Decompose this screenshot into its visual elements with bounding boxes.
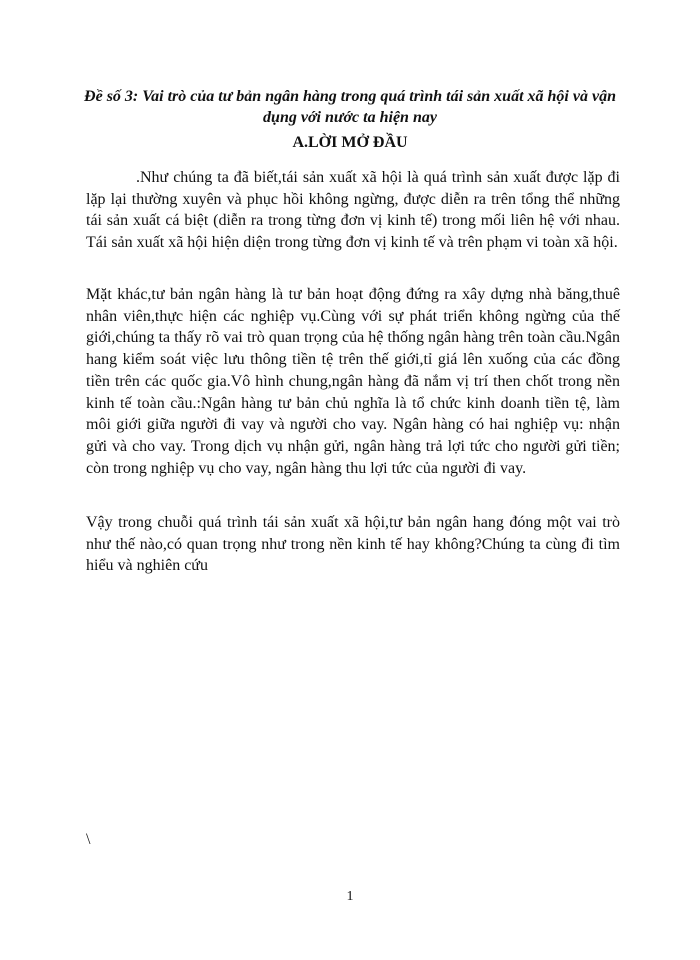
paragraph-intro: .Như chúng ta đã biết,tái sản xuất xã hội là quá trình sản xuất được lặp đi lặp lại thường xuyên và phục hồi không ngừng, được diễn ra trên tổng thể những tái sản xuất cá biệt (diễn ra trong từng đơn vị kinh tế) trong mối liên hệ với nhau. Tái sản xuất xã hội hiện diện trong từng đơn vị kinh tế và trên phạm vi toàn xã hội.: [86, 169, 620, 252]
document-title: Đề số 3: Vai trò của tư bản ngân hàng trong quá trình tái sản xuất xã hội và vận dụng với nước ta hiện nay: [84, 88, 616, 126]
stray-backslash-mark: \: [86, 831, 91, 848]
paragraph-banking-capital: Mặt khác,tư bản ngân hàng là tư bản hoạt động đứng ra xây dựng nhà băng,thuê nhân viên,thực hiện các nghiệp vụ.Cùng với sự phát triển không ngừng của thế giới,chúng ta thấy rõ vai trò quan trọng của hệ thống ngân hàng trên toàn cầu.Ngân hang kiểm soát việc lưu thông tiền tệ trên thế giới,tỉ giá lên xuống của các đồng tiền trên các quốc gia.Vô hình chung,ngân hàng đã nắm vị trí then chốt trong nền kinh tế toàn cầu.:Ngân hàng tư bản chủ nghĩa là tổ chức kinh doanh tiền tệ, làm môi giới giữa người đi vay và người cho vay. Ngân hàng có hai nghiệp vụ: nhận gửi và cho vay. Trong dịch vụ nhận gửi, ngân hàng trả lợi tức cho người gửi tiền; còn trong nghiệp vụ cho vay, ngân hàng thu lợi tức của người đi vay.: [86, 286, 620, 477]
section-heading: A.LỜI MỞ ĐẦU: [292, 134, 408, 151]
page-number: 1: [346, 889, 354, 904]
paragraph-question: Vậy trong chuỗi quá trình tái sản xuất xã hội,tư bản ngân hang đóng một vai trò như thế nào,có quan trọng như trong nền kinh tế hay không?Chúng ta cùng đi tìm hiểu và nghiên cứu: [86, 514, 620, 575]
